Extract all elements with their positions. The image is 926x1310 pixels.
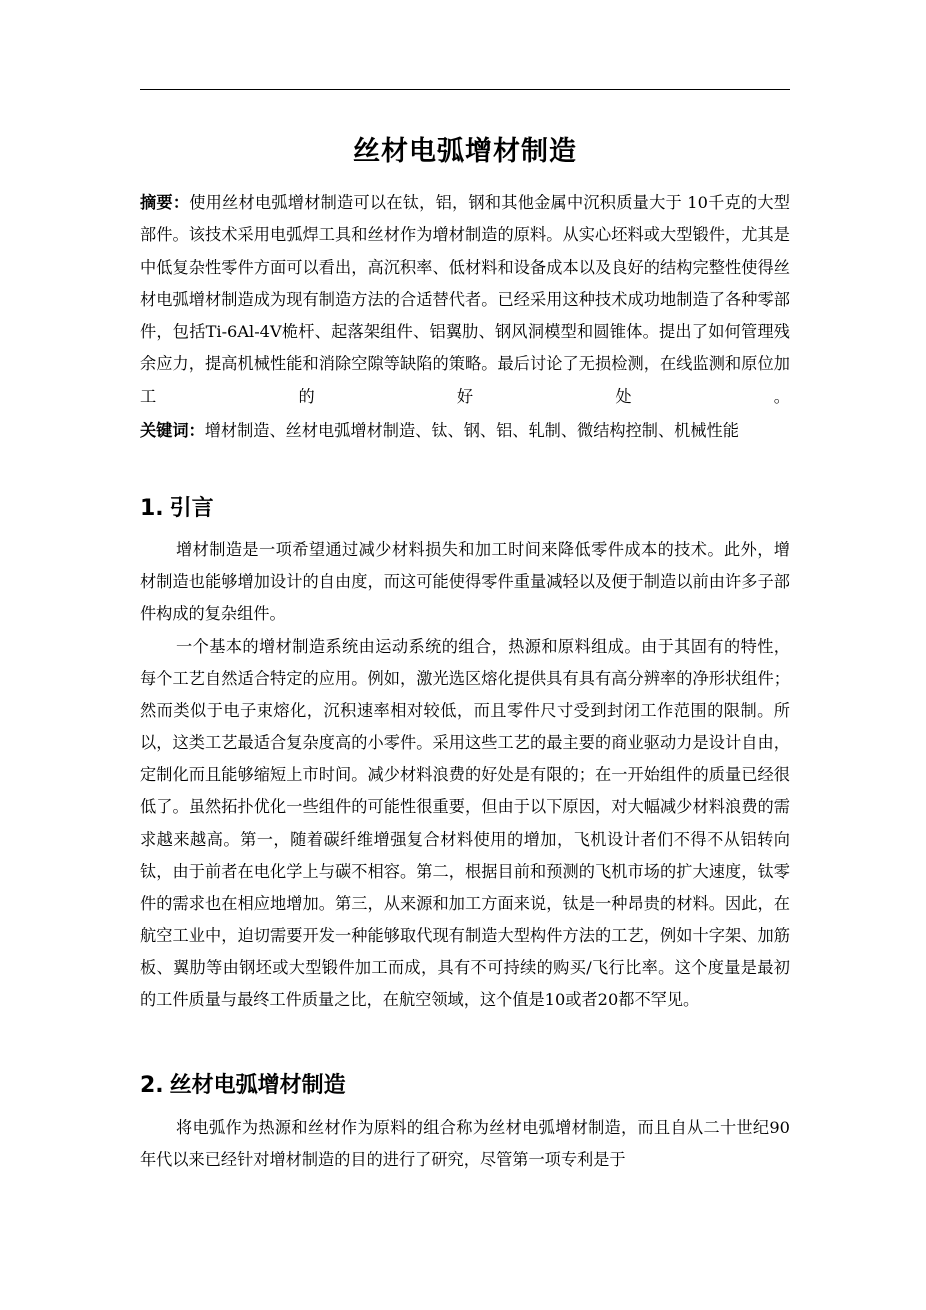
keywords bbox=[140, 411, 790, 451]
document-title: 丝材电弧增材制造 bbox=[353, 136, 577, 167]
abstract-label: 摘要： bbox=[140, 193, 190, 212]
paragraph: 增材制造是一项希望通过减少材料损失和加工时间来降低零件成本的技术。此外，增材制造也能够增加设计的自由度，而这可能使得零件重量减轻以及便于制造以前由许多子部件构成的复杂组件。 bbox=[140, 540, 790, 624]
abstract-text: 使用丝材电弧增材制造可以在钛，铝，钢和其他金属中沉积质量大于 10千克的大型部件。该技术采用电弧焊工具和丝材作为增材制造的原料。从实心坯料或大型锻件，尤其是中低复杂性零件方面可以看出，高沉积率、低材料和设备成本以及良好的结构完整性使得丝材电弧增材制造成为现有制造方法的合适替代者。已经采用这种技术成功地制造了各种零部件，包括Ti-6Al-4V桅杆、起落架组件、铝翼肋、钢风洞模型和圆锥体。提出了如何管理残余应力，提高机械性能和消除空隙等缺陷的策略。最后讨论了无损检测，在线监测和原位加工的好处。 bbox=[140, 193, 790, 406]
keywords-label: 关键词： bbox=[140, 421, 205, 440]
paragraph: 将电弧作为热源和丝材作为原料的组合称为丝材电弧增材制造，而且自从二十世纪90年代以来已经针对增材制造的目的进行了研究，尽管第一项专利是于 bbox=[140, 1118, 790, 1170]
header-rule bbox=[140, 89, 790, 90]
paragraph: 一个基本的增材制造系统由运动系统的组合，热源和原料组成。由于其固有的特性，每个工艺自然适合特定的应用。例如，激光选区熔化提供具有具有高分辨率的净形状组件；然而类似于电子束熔化，沉积速率相对较低，而且零件尺寸受到封闭工作范围的限制。所以，这类工艺最适合复杂度高的小零件。采用这些工艺的最主要的商业驱动力是设计自由，定制化而且能够缩短上市时间。减少材料浪费的好处是有限的；在一开始组件的质量已经很低了。虽然拓扑优化一些组件的可能性很重要，但由于以下原因，对大幅减少材料浪费的需求越来越高。第一，随着碳纤维增强复合材料使用的增加，飞机设计者们不得不从铝转向钛，由于前者在电化学上与碳不相容。第二，根据目前和预测的飞机市场的扩大速度，钛零件的需求也在相应地增加。第三，从来源和加工方面来说，钛是一种昂贵的材料。因此，在航空工业中，迫切需要开发一种能够取代现有制造大型构件方法的工艺，例如十字架、加筋板、翼肋等由钢坯或大型锻件加工而成，具有不可持续的购买/飞行比率。这个度量是最初的工件质量与最终工件质量之比，在航空领域，这个值是10或者20都不罕见。 bbox=[140, 637, 790, 1010]
abstract bbox=[140, 187, 790, 413]
section-title: 引言 bbox=[169, 496, 214, 521]
section-number: 1. bbox=[140, 496, 164, 521]
keywords-text: 增材制造、丝材电弧增材制造、钛、钢、铝、轧制、微结构控制、机械性能 bbox=[204, 421, 739, 440]
section-number: 2. bbox=[140, 1073, 164, 1098]
section-heading-introduction bbox=[140, 493, 790, 525]
section-heading-waam bbox=[140, 1070, 790, 1102]
section-title: 丝材电弧增材制造 bbox=[169, 1073, 346, 1098]
